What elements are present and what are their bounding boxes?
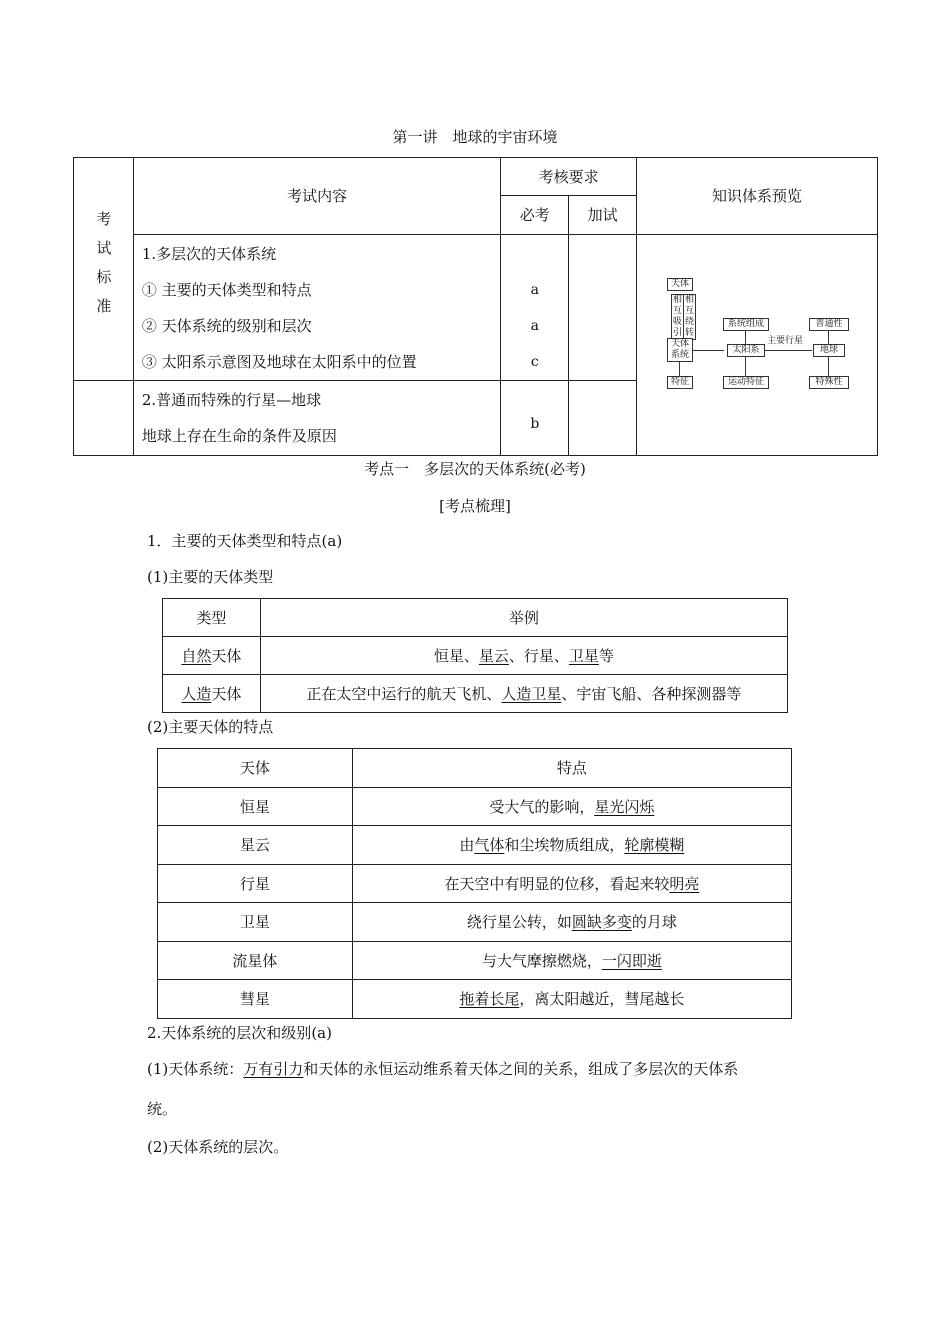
section1-line: ① 主要的天体类型和特点 [141,280,312,299]
knowledge-diagram [637,236,877,454]
types-row-natural-example [260,637,787,675]
underline-text: 明亮 [669,874,700,893]
section2-content [133,381,501,456]
section1-line: 1.多层次的天体系统 [141,244,277,263]
heading-1-2: (2)主要天体的特点 [147,718,274,736]
cell-text: 的月球 [631,913,677,932]
types-row-artificial [163,675,261,713]
knowledge-diagram-cell [636,235,877,456]
cell-text: 正在太空中运行的航天飞机、 [306,685,502,703]
underline-text: 气体 [474,836,505,855]
underline-text: 星云 [478,647,509,665]
col-must-header: 必考 [501,196,569,235]
heading-2: 2.天体系统的层次和级别(a) [147,1024,332,1042]
section1-extra [569,235,637,381]
diagram-teshuxing: 特殊性 [809,376,849,389]
diagram-xianghu-xiyin: 相互吸引 [672,295,682,338]
features-header-body: 天体 [158,749,353,788]
row-header-cell [74,158,134,381]
cell-text: 受大气的影响， [489,797,595,816]
diagram-putongxing: 普通性 [809,318,849,331]
underline-text: 拖着长尾 [459,990,520,1009]
types-row-artificial-example [260,675,787,713]
cell-text: 恒星、 [433,647,479,665]
types-header-example: 举例 [260,599,787,637]
underline-text: 人造卫星 [501,685,562,703]
section2-extra [569,381,637,456]
cell-text: 等 [598,647,614,665]
diagram-tianti-xitong: 天体系统 [667,338,693,362]
diagram-yundong-tezheng: 运动特征 [723,376,769,389]
diagram-xitong-zucheng: 系统组成 [723,318,769,331]
underline-text: 轮廓模糊 [624,836,685,855]
must-value: a [530,281,539,298]
types-header-type: 类型 [163,599,261,637]
col-content-header: 考试内容 [133,158,501,235]
types-table [162,598,788,713]
features-table [157,748,792,1019]
feature-desc [352,941,791,980]
row-header-text: 考试标准 [94,211,113,327]
para-text: (1)天体系统： [147,1060,244,1078]
section1-line: ② 天体系统的级别和层次 [141,316,312,335]
diagram-zhuyao-xingxing: 主要行星 [766,336,803,346]
feature-name: 星云 [158,826,353,865]
underline-text: 卫星 [568,647,599,665]
underline-text: 万有引力 [243,1060,304,1078]
feature-name: 恒星 [158,787,353,826]
cell-text: 与大气摩擦燃烧， [481,951,602,970]
section1-line: ③ 太阳系示意图及地球在太阳系中的位置 [141,352,417,371]
feature-desc [352,980,791,1019]
section2-line: 地球上存在生命的条件及原因 [141,427,337,445]
feature-name: 卫星 [158,903,353,942]
feature-desc [352,864,791,903]
section1-must [501,235,569,381]
kaodian-title: 考点一 多层次的天体系统(必考) [364,460,586,478]
col-preview-header: 知识体系预览 [636,158,877,235]
must-value: c [530,353,539,370]
paragraph-1 [147,1058,738,1079]
cell-text: 天体 [211,685,242,703]
section2-must [501,381,569,456]
paragraph-2: (2)天体系统的层次。 [147,1138,289,1156]
cell-text: 绕行星公转，如 [466,913,572,932]
section2-line: 2.普通而特殊的行星—地球 [141,391,322,409]
underline-text: 人造 [181,685,212,703]
page-title: 第一讲 地球的宇宙环境 [392,128,558,146]
underline-text: 星光闪烁 [594,797,655,816]
cell-text: 、行星、 [508,647,569,665]
underline-text: 自然 [181,647,212,665]
cell-text: 、宇宙飞船、各种探测器等 [561,685,742,703]
must-value [501,236,568,272]
feature-name: 彗星 [158,980,353,1019]
feature-desc [352,826,791,865]
cell-text: ，离太阳越近，彗尾越长 [519,990,685,1009]
col-req-header: 考核要求 [501,158,637,196]
diagram-taiyangxi: 太阳系 [727,344,765,357]
underline-text: 圆缺多变 [571,913,632,932]
diagram-diqiu: 地球 [813,344,845,357]
cell-text: 在天空中有明显的位移，看起来较 [444,874,670,893]
must-value: b [530,416,540,432]
cell-text: 和尘埃物质组成， [504,836,625,855]
cell-text: 天体 [211,647,242,665]
heading-1-1: (1)主要的天体类型 [147,568,274,586]
section-label: [考点梳理] [439,497,511,515]
heading-1: 1．主要的天体类型和特点(a) [147,532,343,550]
diagram-tianti: 天体 [667,278,693,291]
exam-standards-table [73,157,878,456]
feature-desc [352,787,791,826]
diagram-xianghu-raozhuan: 相互绕转 [684,295,694,338]
diagram-tezheng: 特征 [667,376,693,389]
para-text: 和天体的永恒运动维系着天体之间的关系，组成了多层次的天体系 [303,1060,739,1078]
types-row-natural [163,637,261,675]
row-header-blank [74,381,134,456]
cell-text: 由 [459,836,475,855]
paragraph-1-cont: 统。 [147,1100,178,1118]
col-extra-header: 加试 [569,196,637,235]
underline-text: 一闪即逝 [601,951,662,970]
must-value: a [530,317,539,334]
section1-content [133,235,501,381]
feature-desc [352,903,791,942]
feature-name: 行星 [158,864,353,903]
feature-name: 流星体 [158,941,353,980]
features-header-feature: 特点 [352,749,791,788]
